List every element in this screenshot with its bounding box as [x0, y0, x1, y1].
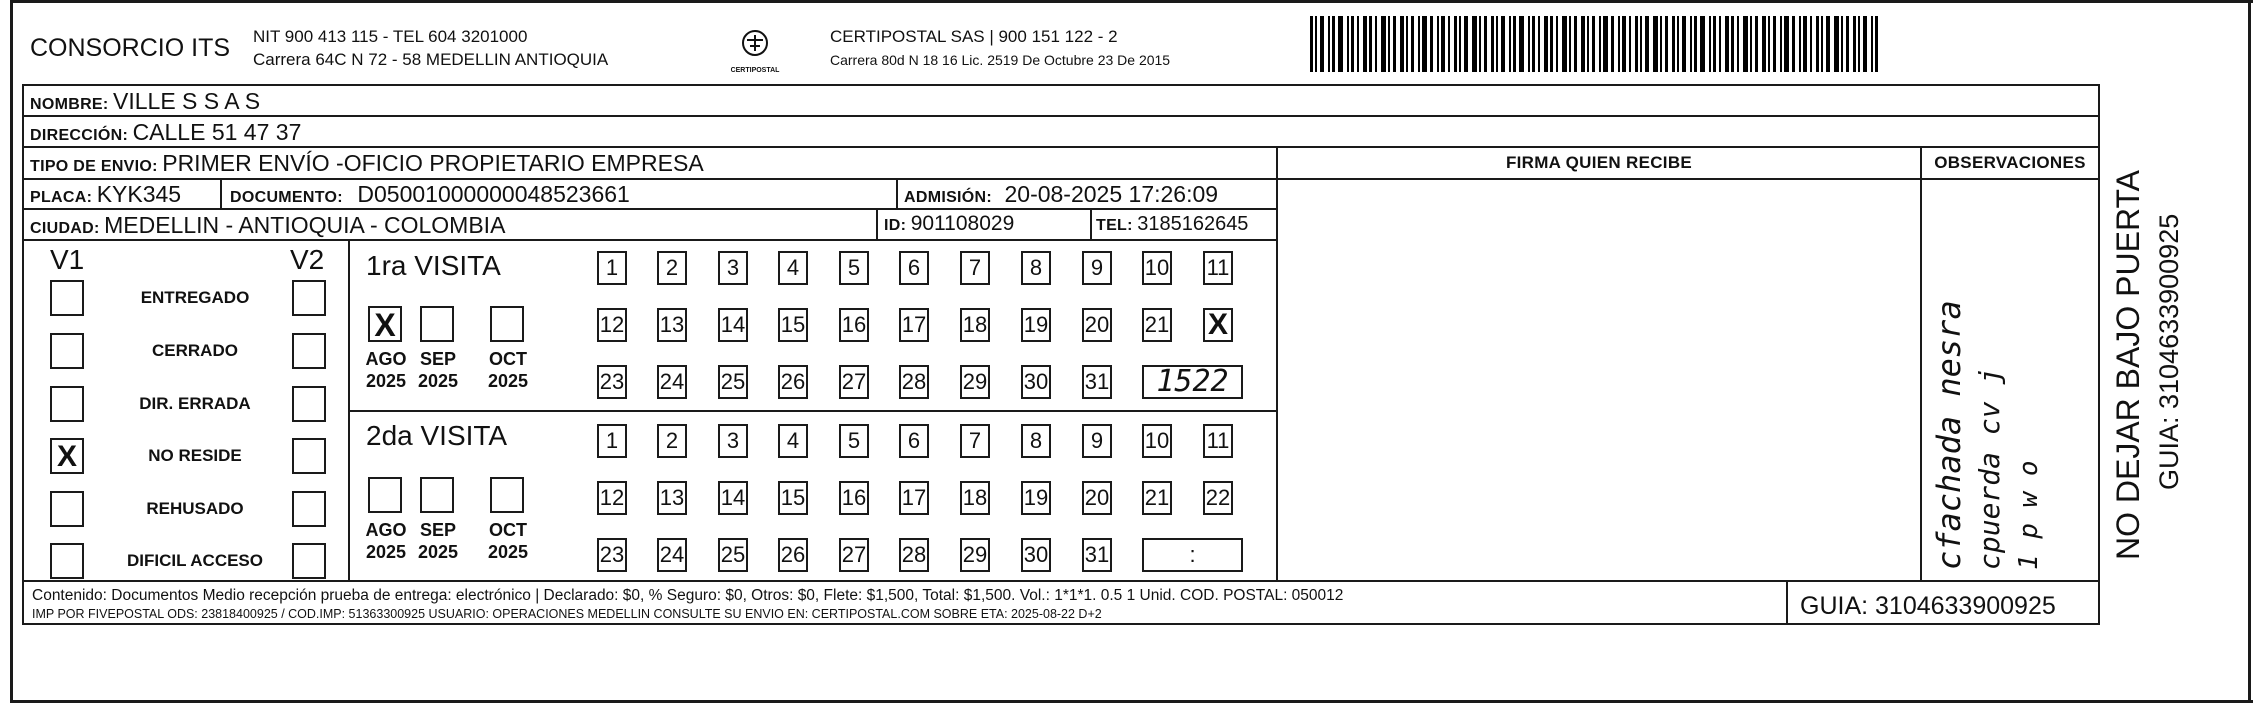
month-checkbox[interactable]: X: [368, 306, 402, 342]
month-year: 2025: [417, 542, 459, 562]
day-box[interactable]: 5: [839, 424, 869, 458]
day-box[interactable]: 14: [718, 308, 748, 342]
barcode: [1310, 16, 1940, 74]
day-box[interactable]: 20: [1082, 308, 1112, 342]
month-year: 2025: [487, 371, 529, 391]
day-box[interactable]: 21: [1142, 308, 1172, 342]
address-line: Carrera 64C N 72 - 58 MEDELLIN ANTIOQUIA: [253, 50, 609, 69]
observaciones-line: cpuerda cv j: [1973, 367, 2006, 570]
documento-label: DOCUMENTO:: [230, 189, 343, 206]
id-label: ID:: [884, 217, 907, 234]
nit-line: NIT 900 413 115 - TEL 604 3201000: [253, 27, 528, 46]
v2-checkbox[interactable]: [292, 386, 326, 422]
day-box[interactable]: 28: [899, 538, 929, 572]
month-checkbox[interactable]: [490, 477, 524, 513]
day-box[interactable]: 20: [1082, 481, 1112, 515]
admision-value: 20-08-2025 17:26:09: [1004, 181, 1219, 207]
footer-line2: IMP POR FIVEPOSTAL ODS: 23818400925 / COD.IMP: 51363300925 USUARIO: OPERACIONES MEDELLIN CONSULTE SU ENVIO EN: CERTIPOSTAL.COM SOBRE ETA: 2025-08-22 D+2: [32, 607, 1102, 621]
month-year: 2025: [365, 542, 407, 562]
month-year: 2025: [365, 371, 407, 391]
day-box[interactable]: 19: [1021, 481, 1051, 515]
tel-label: TEL:: [1096, 217, 1133, 234]
frame-left: [10, 0, 13, 700]
placa-label: PLACA:: [30, 189, 93, 206]
month-checkbox[interactable]: [490, 306, 524, 342]
day-box[interactable]: 10: [1142, 424, 1172, 458]
day-box[interactable]: 25: [718, 538, 748, 572]
grid-line: [22, 84, 24, 582]
day-box[interactable]: 31: [1082, 538, 1112, 572]
day-box[interactable]: 25: [718, 365, 748, 399]
day-box[interactable]: 17: [899, 308, 929, 342]
status-option-label: REHUSADO: [146, 499, 244, 518]
v1-checkbox[interactable]: [50, 280, 84, 316]
placa-value: KYK345: [96, 181, 182, 207]
id-value: 901108029: [910, 212, 1015, 235]
day-box[interactable]: 4: [778, 251, 808, 285]
company-name: CONSORCIO ITS: [30, 34, 231, 62]
day-box[interactable]: 13: [657, 481, 687, 515]
day-box[interactable]: 2: [657, 424, 687, 458]
day-box[interactable]: 3: [718, 424, 748, 458]
status-option-label: ENTREGADO: [140, 288, 250, 307]
v1-label: V1: [50, 244, 85, 275]
day-box[interactable]: 23: [597, 538, 627, 572]
day-box[interactable]: 3: [718, 251, 748, 285]
day-box[interactable]: X: [1203, 308, 1233, 342]
certipostal-logo: [730, 26, 780, 74]
observaciones-label: OBSERVACIONES: [1934, 153, 2086, 172]
day-box[interactable]: 31: [1082, 365, 1112, 399]
v2-checkbox[interactable]: [292, 491, 326, 527]
month-label: [408, 519, 468, 563]
direccion-value: CALLE 51 47 37: [132, 119, 302, 145]
month-name: OCT: [489, 349, 527, 369]
id-field: [884, 212, 1014, 236]
day-box[interactable]: 11: [1203, 424, 1233, 458]
day-box[interactable]: 13: [657, 308, 687, 342]
documento-value: D05001000000048523661: [357, 181, 630, 207]
v2-checkbox[interactable]: [292, 438, 326, 474]
day-box[interactable]: 10: [1142, 251, 1172, 285]
grid-line: [22, 115, 2100, 117]
firma-area[interactable]: [1280, 180, 1918, 578]
day-box[interactable]: 17: [899, 481, 929, 515]
v1-checkbox[interactable]: [50, 543, 84, 579]
v1-checkbox[interactable]: [50, 386, 84, 422]
day-box[interactable]: :: [1142, 538, 1243, 572]
day-box[interactable]: 8: [1021, 251, 1051, 285]
day-box[interactable]: 24: [657, 538, 687, 572]
day-box[interactable]: 27: [839, 365, 869, 399]
month-name: AGO: [365, 520, 407, 540]
v1-checkbox[interactable]: [50, 333, 84, 369]
v1-checkbox[interactable]: [50, 491, 84, 527]
month-checkbox[interactable]: [420, 306, 454, 342]
v1-checkbox[interactable]: X: [50, 438, 84, 474]
grid-line: [1090, 208, 1092, 239]
visit1-title: 1ra VISITA: [366, 250, 501, 281]
day-box[interactable]: 23: [597, 365, 627, 399]
day-box[interactable]: 6: [899, 424, 929, 458]
certipostal-logo-icon: [730, 26, 780, 66]
footer-guia: GUIA: 3104633900925: [1800, 592, 2056, 620]
placa-field: [30, 181, 181, 208]
grid-line: [220, 178, 222, 208]
month-name: AGO: [365, 349, 407, 369]
month-name: SEP: [419, 349, 457, 369]
grid-line: [1276, 146, 1278, 582]
visit2-title: 2da VISITA: [366, 420, 508, 451]
day-box[interactable]: 24: [657, 365, 687, 399]
day-box[interactable]: 1522: [1142, 365, 1243, 399]
direccion-row: [30, 119, 301, 146]
grid-line: [22, 239, 1278, 241]
month-checkbox[interactable]: [368, 477, 402, 513]
day-box[interactable]: 11: [1203, 251, 1233, 285]
day-box[interactable]: 15: [778, 308, 808, 342]
documento-field: [230, 181, 630, 208]
grid-line: [2098, 84, 2100, 582]
month-name: SEP: [419, 520, 457, 540]
v2-label: V2: [290, 244, 325, 275]
admision-label: ADMISIÓN:: [904, 189, 993, 206]
logo-text: CERTIPOSTAL: [730, 67, 780, 74]
grid-line: [22, 582, 24, 625]
grid-line: [22, 146, 2100, 148]
day-box[interactable]: 15: [778, 481, 808, 515]
frame-right: [2248, 0, 2251, 703]
day-box[interactable]: 1: [597, 251, 627, 285]
day-box[interactable]: 8: [1021, 424, 1051, 458]
grid-line: [348, 410, 1278, 412]
v2-checkbox[interactable]: [292, 543, 326, 579]
status-option-label: CERRADO: [152, 341, 238, 360]
day-box[interactable]: 14: [718, 481, 748, 515]
footer-line1: Contenido: Documentos Medio recepción prueba de entrega: electrónico | Declarado: $0, % Seguro: $0, Otros: $0, Flete: $1,500, Total: $1,500. Vol.: 1*1*1. 0.5 1 Unid. COD. POSTAL: 050012: [32, 587, 1344, 604]
month-label: [478, 348, 538, 392]
day-box[interactable]: 19: [1021, 308, 1051, 342]
day-box[interactable]: 5: [839, 251, 869, 285]
firma-label: FIRMA QUIEN RECIBE: [1505, 153, 1693, 172]
day-box[interactable]: 16: [839, 481, 869, 515]
day-box[interactable]: 4: [778, 424, 808, 458]
grid-line: [22, 580, 2100, 582]
day-box[interactable]: 1: [597, 424, 627, 458]
ciudad-label: CIUDAD:: [30, 220, 100, 237]
grid-line: [1786, 582, 1788, 625]
month-label: [408, 348, 468, 392]
day-box[interactable]: 26: [778, 538, 808, 572]
grid-line: [876, 208, 878, 239]
side-main-text: NO DEJAR BAJO PUERTA: [2110, 170, 2146, 560]
status-option-label: DIFICIL ACCESO: [126, 551, 263, 570]
day-box[interactable]: 30: [1021, 365, 1051, 399]
side-guia-text: GUIA: 3104633900925: [2154, 213, 2184, 490]
month-year: 2025: [487, 542, 529, 562]
grid-line: [2098, 582, 2100, 625]
day-box[interactable]: 12: [597, 481, 627, 515]
admision-field: [904, 181, 1218, 208]
nombre-row: [30, 88, 260, 115]
day-box[interactable]: 28: [899, 365, 929, 399]
day-box[interactable]: 9: [1082, 424, 1112, 458]
v2-checkbox[interactable]: [292, 333, 326, 369]
day-box[interactable]: 2: [657, 251, 687, 285]
day-box[interactable]: 29: [960, 365, 990, 399]
day-box[interactable]: 27: [839, 538, 869, 572]
frame-bottom: [10, 700, 2253, 703]
nombre-value: VILLE S S A S: [113, 88, 261, 114]
day-box[interactable]: 26: [778, 365, 808, 399]
day-box[interactable]: 6: [899, 251, 929, 285]
day-box[interactable]: 12: [597, 308, 627, 342]
month-label: [478, 519, 538, 563]
tipo-row: [30, 150, 704, 177]
certipostal-line1: CERTIPOSTAL SAS | 900 151 122 - 2: [830, 27, 1118, 46]
day-box[interactable]: 30: [1021, 538, 1051, 572]
status-option-label: DIR. ERRADA: [139, 394, 251, 413]
month-year: 2025: [417, 371, 459, 391]
v2-checkbox[interactable]: [292, 280, 326, 316]
day-box[interactable]: 18: [960, 308, 990, 342]
month-label: [356, 519, 416, 563]
observaciones-text: [1928, 240, 2088, 570]
day-box[interactable]: 9: [1082, 251, 1112, 285]
direccion-label: DIRECCIÓN:: [30, 127, 129, 144]
day-box[interactable]: 7: [960, 251, 990, 285]
observaciones-line: 1 p w o: [2014, 460, 2044, 570]
frame-top: [10, 0, 2253, 3]
month-checkbox[interactable]: [420, 477, 454, 513]
month-name: OCT: [489, 520, 527, 540]
day-box[interactable]: 16: [839, 308, 869, 342]
day-box[interactable]: 7: [960, 424, 990, 458]
month-label: [356, 348, 416, 392]
grid-line: [896, 178, 898, 208]
day-box[interactable]: 22: [1203, 481, 1233, 515]
day-box[interactable]: 18: [960, 481, 990, 515]
observaciones-line: cfachada nesra: [1930, 300, 1968, 570]
day-box[interactable]: 29: [960, 538, 990, 572]
tipo-label: TIPO DE ENVIO:: [30, 158, 158, 175]
day-box[interactable]: 21: [1142, 481, 1172, 515]
tel-field: [1096, 213, 1248, 236]
tel-value: 3185162645: [1137, 213, 1249, 235]
grid-line: [22, 623, 2100, 625]
certipostal-line2: Carrera 80d N 18 16 Lic. 2519 De Octubre 23 De 2015: [830, 52, 1171, 68]
ciudad-value: MEDELLIN - ANTIOQUIA - COLOMBIA: [104, 212, 506, 238]
grid-line: [1920, 146, 1922, 582]
tipo-value: PRIMER ENVÍO -OFICIO PROPIETARIO EMPRESA: [162, 150, 704, 176]
ciudad-field: [30, 212, 505, 239]
nombre-label: NOMBRE:: [30, 96, 109, 113]
grid-line: [22, 84, 2100, 86]
status-option-label: NO RESIDE: [148, 446, 242, 465]
